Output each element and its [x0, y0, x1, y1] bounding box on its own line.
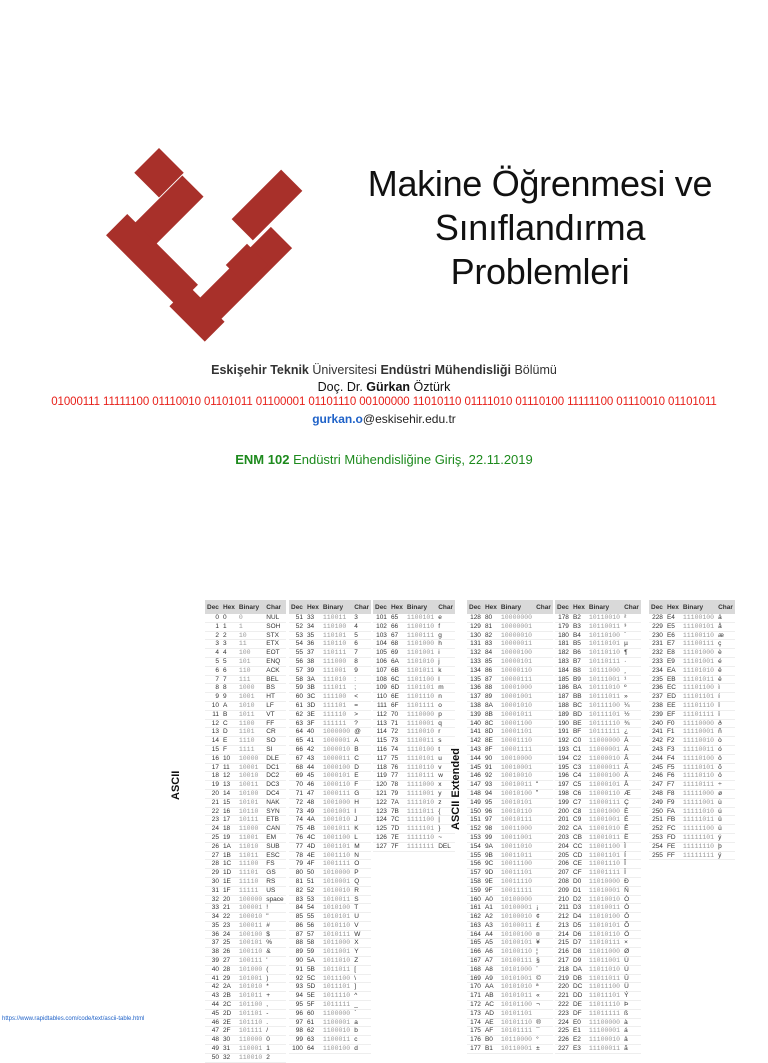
table-row: 165 A5 10100101 ¥ [467, 939, 553, 948]
table-row: 161 A1 10100001 ¡ [467, 904, 553, 913]
table-row: 128 80 10000000  [467, 614, 553, 622]
table-row: 133 85 10000101 [467, 657, 553, 666]
table-row: 196 C4 11000100 Ä [555, 772, 641, 781]
table-row: 89 59 1011001 Y [289, 948, 371, 957]
table-row: 54 36 110110 6 [289, 640, 371, 649]
table-row: 155 9B 10011011  [467, 851, 553, 860]
ascii-extended-label: ASCII Extended [450, 748, 462, 830]
table-row: 122 7A 1111010 z [373, 798, 455, 807]
table-row: 141 8D 10001101  [467, 728, 553, 737]
table-row: 42 2A 101010 * [205, 983, 286, 992]
professor-prefix: Doç. Dr. [317, 380, 367, 394]
table-row: 0 0 0 NUL [205, 614, 286, 622]
table-row: 204 CC 11001100 Ì [555, 842, 641, 851]
title-line-2: Sınıflandırma [434, 207, 646, 248]
table-row: 229 E5 11100101 å [649, 622, 735, 631]
table-row: 5 5 101 ENQ [205, 657, 286, 666]
table-row: 150 96 10010110  [467, 807, 553, 816]
table-row: 251 FB 11111011 û [649, 816, 735, 825]
table-row: 134 86 10000110  [467, 666, 553, 675]
table-row: 63 3F 111111 ? [289, 719, 371, 728]
email-user: gurkan.o [312, 412, 363, 426]
table-row: 65 41 1000001 A [289, 737, 371, 746]
table-row: 105 69 1101001 i [373, 649, 455, 658]
table-row: 185 B9 10111001 ¹ [555, 675, 641, 684]
table-row: 215 D7 11010111 × [555, 939, 641, 948]
table-row: 152 98 10011000  [467, 825, 553, 834]
table-row: 101 65 1100101 e [373, 614, 455, 622]
table-row: 32 20 100000 space [205, 895, 286, 904]
table-row: 212 D4 11010100 Ô [555, 913, 641, 922]
table-row: 84 54 1010100 T [289, 904, 371, 913]
table-row: 247 F7 11110111 ÷ [649, 781, 735, 790]
table-row: 146 92 10010010  [467, 772, 553, 781]
table-row: 41 29 101001 ) [205, 974, 286, 983]
table-row: 234 EA 11101010 ê [649, 666, 735, 675]
table-row: 210 D2 11010010 Ò [555, 895, 641, 904]
table-row: 30 1E 11110 RS [205, 877, 286, 886]
table-row: 170 AA 10101010 ª [467, 983, 553, 992]
table-row: 39 27 100111 ' [205, 957, 286, 966]
table-row: 206 CE 11001110 Î [555, 860, 641, 869]
table-row: 175 AF 10101111 ¯ [467, 1027, 553, 1036]
table-row: 99 63 1100011 c [289, 1036, 371, 1045]
table-row: 46 2E 101110 . [205, 1018, 286, 1027]
ascii-table: Dec Hex Binary Char 178 B2 10110010 ² 179 B3 10110011 ³ 180 B4 10110100 ´ 181 B5 10110101 µ 182 B6 10110110 ¶ 183 B7 10110111 · 184 B8 10111000 ¸ 185 B9 10111001 ¹ 186 BA 10111010 º 187 BB 10111011 » 188 BC 10111100 ¼ 189 BD 10111101 ½ 190 BE 10111110 ¾ 191 BF 10111111 ¿ 192 C0 11000000 À 193 C1 11000001 Á 194 C2 11000010 Â 195 C3 11000011 Ã 196 C4 11000100 Ä 197 C5 11000101 Å 198 C6 11000110 Æ 199 C7 11000111 Ç 200 C8 11001000 È 201 C9 11001001 É 202 CA 11001010 Ê 203 CB 11001011 Ë 204 CC 11001100 Ì 205 CD 11001101 Í 206 CE 11001110 Î 207 CF 11001111 Ï 208 D0 11010000 Ð 209 D1 11010001 Ñ 210 D2 11010010 Ò 211 D3 11010011 Ó 212 D4 11010100 Ô 213 D5 11010101 Õ 214 D6 11010110 Ö 215 D7 11010111 × 216 D8 11011000 Ø 217 D9 11011001 Ù 218 DA 11011010 Ú 219 DB 11011011 Û 220 DC 11011100 Ü 221 DD 11011101 Ý 222 DE 11011110 Þ 223 DF 11011111 ß 224 E0 11100000 à 225 E1 11100001 á 226 E2 11100010 â 227 E3 11100011 ã [555, 600, 641, 1054]
table-row: 124 7C 1111100 | [373, 816, 455, 825]
table-row: 202 CA 11001010 Ê [555, 825, 641, 834]
table-row: 176 B0 10110000 ° [467, 1036, 553, 1045]
table-row: 200 C8 11001000 È [555, 807, 641, 816]
table-row: 132 84 10000100  [467, 649, 553, 658]
table-row: 40 28 101000 ( [205, 965, 286, 974]
table-row: 102 66 1100110 f [373, 622, 455, 631]
table-row: 110 6E 1101110 n [373, 693, 455, 702]
table-row: 66 42 1000010 B [289, 745, 371, 754]
table-row: 168 A8 10101000 ¨ [467, 965, 553, 974]
affiliation-city: Eskişehir Teknik [211, 363, 309, 377]
table-row: 123 7B 1111011 { [373, 807, 455, 816]
table-row: 149 95 10010101  [467, 798, 553, 807]
presentation-title [340, 162, 740, 294]
table-row: 135 87 10000111  [467, 675, 553, 684]
table-row: 112 70 1110000 p [373, 710, 455, 719]
table-row: 94 5E 1011110 ^ [289, 992, 371, 1001]
table-row: 207 CF 11001111 Ï [555, 869, 641, 878]
table-row: 64 40 1000000 @ [289, 728, 371, 737]
university-logo [82, 150, 312, 330]
table-row: 50 32 110010 2 [205, 1053, 286, 1062]
table-row: 57 39 111001 9 [289, 666, 371, 675]
table-row: 22 16 10110 SYN [205, 807, 286, 816]
table-row: 53 35 110101 5 [289, 631, 371, 640]
table-row: 87 57 1010111 W [289, 930, 371, 939]
table-row: 92 5C 1011100 \ [289, 974, 371, 983]
table-row: 98 62 1100010 b [289, 1027, 371, 1036]
table-row: 213 D5 11010101 Õ [555, 921, 641, 930]
table-row: 179 B3 10110011 ³ [555, 622, 641, 631]
table-row: 201 C9 11001001 É [555, 816, 641, 825]
table-row: 227 E3 11100011 ã [555, 1045, 641, 1054]
table-row: 166 A6 10100110 ¦ [467, 948, 553, 957]
table-row: 13 D 1101 CR [205, 728, 286, 737]
table-row: 15 F 1111 SI [205, 745, 286, 754]
table-row: 26 1A 11010 SUB [205, 842, 286, 851]
title-line-1: Makine Öğrenmesi ve [367, 163, 713, 204]
table-row: 16 10 10000 DLE [205, 754, 286, 763]
table-row: 214 D6 11010110 Ö [555, 930, 641, 939]
table-row: 223 DF 11011111 ß [555, 1009, 641, 1018]
table-row: 243 F3 11110011 ó [649, 745, 735, 754]
table-row: 239 EF 11101111 ï [649, 710, 735, 719]
table-row: 24 18 11000 CAN [205, 825, 286, 834]
table-row: 254 FE 11111110 þ [649, 842, 735, 851]
table-row: 45 2D 101101 - [205, 1009, 286, 1018]
source-url[interactable]: https://www.rapidtables.com/code/text/ascii-table.html [2, 1016, 145, 1022]
table-row: 232 E8 11101000 è [649, 649, 735, 658]
table-row: 117 75 1110101 u [373, 754, 455, 763]
table-row: 241 F1 11110001 ñ [649, 728, 735, 737]
affiliation [0, 363, 768, 377]
table-row: 186 BA 10111010 º [555, 684, 641, 693]
table-row: 62 3E 111110 > [289, 710, 371, 719]
table-row: 81 51 1010001 Q [289, 877, 371, 886]
table-row: 218 DA 11011010 Ú [555, 965, 641, 974]
table-row: 245 F5 11110101 õ [649, 763, 735, 772]
table-row: 56 38 111000 8 [289, 657, 371, 666]
table-row: 103 67 1100111 g [373, 631, 455, 640]
table-row: 25 19 11001 EM [205, 833, 286, 842]
table-row: 180 B4 10110100 ´ [555, 631, 641, 640]
professor-name [0, 380, 768, 394]
table-row: 173 AD 10101101 [467, 1009, 553, 1018]
table-row: 226 E2 11100010 â [555, 1036, 641, 1045]
table-row: 113 71 1110001 q [373, 719, 455, 728]
table-row: 156 9C 10011100  [467, 860, 553, 869]
table-row: 76 4C 1001100 L [289, 833, 371, 842]
table-row: 164 A4 10100100 ¤ [467, 930, 553, 939]
table-row: 14 E 1110 SO [205, 737, 286, 746]
table-row: 167 A7 10100111 § [467, 957, 553, 966]
table-row: 100 64 1100100 d [289, 1045, 371, 1054]
table-row: 73 49 1001001 I [289, 807, 371, 816]
table-row: 115 73 1110011 s [373, 737, 455, 746]
table-row: 107 6B 1101011 k [373, 666, 455, 675]
table-row: 219 DB 11011011 Û [555, 974, 641, 983]
table-row: 191 BF 10111111 ¿ [555, 728, 641, 737]
ascii-table: Dec Hex Binary Char 51 33 110011 3 52 34 110100 4 53 35 110101 5 54 36 110110 6 55 37 110111 7 56 38 111000 8 57 39 111001 9 58 3A 111010 : 59 3B 111011 ; 60 3C 111100 < 61 3D 111101 = 62 3E 111110 > 63 3F 111111 ? 64 40 1000000 @ 65 41 1000001 A 66 42 1000010 B 67 43 1000011 C 68 44 1000100 D 69 45 1000101 E 70 46 1000110 F 71 47 1000111 G 72 48 1001000 H 73 49 1001001 I 74 4A 1001010 J 75 4B 1001011 K 76 4C 1001100 L 77 4D 1001101 M 78 4E 1001110 N 79 4F 1001111 O 80 50 1010000 P 81 51 1010001 Q 82 52 1010010 R 83 53 1010011 S 84 54 1010100 T 85 55 1010101 U 86 56 1010110 V 87 57 1010111 W 88 58 1011000 X 89 59 1011001 Y 90 5A 1011010 Z 91 5B 1011011 [ 92 5C 1011100 \ 93 5D 1011101 ] 94 5E 1011110 ^ 95 5F 1011111 _ 96 60 1100000 ` 97 61 1100001 a 98 62 1100010 b 99 63 1100011 c 100 64 1100100 d [289, 600, 371, 1054]
ascii-table: Dec Hex Binary Char 128 80 10000000  129 81 10000001  130 82 10000010  131 83 10000011  132 84 10000100  133 85 10000101 134 86 10000110  135 87 10000111  136 88 10001000  137 89 10001001  138 8A 10001010  139 8B 10001011  140 8C 10001100  141 8D 10001101  142 8E 10001110  143 8F 10001111  144 90 10010000  145 91 10010001  146 92 10010010  147 93 10010011  148 94 10010100  149 95 10010101  150 96 10010110  151 97 10010111  152 98 10011000  153 99 10011001  154 9A 10011010  155 9B 10011011  156 9C 10011100  157 9D 10011101  158 9E 10011110  159 9F 10011111  160 A0 10100000 161 A1 10100001 ¡ 162 A2 10100010 ¢ 163 A3 10100011 £ 164 A4 10100100 ¤ 165 A5 10100101 ¥ 166 A6 10100110 ¦ 167 A7 10100111 § 168 A8 10101000 ¨ 169 A9 10101001 © 170 AA 10101010 ª 171 AB 10101011 « 172 AC 10101100 ¬ 173 AD 10101101 174 AE 10101110 ® 175 AF 10101111 ¯ 176 B0 10110000 ° 177 B1 10110001 ± [467, 600, 553, 1054]
table-row: 205 CD 11001101 Í [555, 851, 641, 860]
table-row: 236 EC 11101100 ì [649, 684, 735, 693]
table-row: 249 F9 11111001 ù [649, 798, 735, 807]
table-row: 68 44 1000100 D [289, 763, 371, 772]
ascii-label: ASCII [170, 770, 182, 800]
table-row: 86 56 1010110 V [289, 921, 371, 930]
table-row: 116 74 1110100 t [373, 745, 455, 754]
table-row: 104 68 1101000 h [373, 640, 455, 649]
table-row: 225 E1 11100001 á [555, 1027, 641, 1036]
table-row: 198 C6 11000110 Æ [555, 789, 641, 798]
ascii-table: Dec Hex Binary Char 101 65 1100101 e 102 66 1100110 f 103 67 1100111 g 104 68 1101000 h 105 69 1101001 i 106 6A 1101010 j 107 6B 1101011 k 108 6C 1101100 l 109 6D 1101101 m 110 6E 1101110 n 111 6F 1101111 o 112 70 1110000 p 113 71 1110001 q 114 72 1110010 r 115 73 1110011 s 116 74 1110100 t 117 75 1110101 u 118 76 1110110 v 119 77 1110111 w 120 78 1111000 x 121 79 1111001 y 122 7A 1111010 z 123 7B 1111011 { 124 7C 1111100 | 125 7D 1111101 } 126 7E 1111110 ~ 127 7F 1111111 DEL [373, 600, 455, 852]
table-row: 246 F6 11110110 ö [649, 772, 735, 781]
affiliation-univ: Üniversitesi [308, 363, 381, 377]
table-row: 125 7D 1111101 } [373, 825, 455, 834]
table-row: 7 7 111 BEL [205, 675, 286, 684]
table-row: 37 25 100101 % [205, 939, 286, 948]
affiliation-dept: Endüstri Mühendisliği [380, 363, 511, 377]
table-row: 80 50 1010000 P [289, 869, 371, 878]
table-row: 78 4E 1001110 N [289, 851, 371, 860]
table-row: 188 BC 10111100 ¼ [555, 701, 641, 710]
table-row: 178 B2 10110010 ² [555, 614, 641, 622]
table-row: 93 5D 1011101 ] [289, 983, 371, 992]
table-row: 19 13 10011 DC3 [205, 781, 286, 790]
table-row: 208 D0 11010000 Ð [555, 877, 641, 886]
table-row: 154 9A 10011010  [467, 842, 553, 851]
table-row: 153 99 10011001  [467, 833, 553, 842]
table-row: 36 24 100100 $ [205, 930, 286, 939]
table-row: 242 F2 11110010 ò [649, 737, 735, 746]
table-row: 142 8E 10001110  [467, 737, 553, 746]
title-line-3: Problemleri [450, 251, 630, 292]
table-row: 31 1F 11111 US [205, 886, 286, 895]
table-row: 189 BD 10111101 ½ [555, 710, 641, 719]
table-row: 182 B6 10110110 ¶ [555, 649, 641, 658]
table-row: 130 82 10000010  [467, 631, 553, 640]
table-row: 82 52 1010010 R [289, 886, 371, 895]
table-row: 193 C1 11000001 Á [555, 745, 641, 754]
table-row: 126 7E 1111110 ~ [373, 833, 455, 842]
table-row: 77 4D 1001101 M [289, 842, 371, 851]
table-row: 127 7F 1111111 DEL [373, 842, 455, 851]
table-row: 58 3A 111010 : [289, 675, 371, 684]
table-row: 224 E0 11100000 à [555, 1018, 641, 1027]
table-row: 216 D8 11011000 Ø [555, 948, 641, 957]
table-row: 28 1C 11100 FS [205, 860, 286, 869]
table-row: 190 BE 10111110 ¾ [555, 719, 641, 728]
table-row: 162 A2 10100010 ¢ [467, 913, 553, 922]
professor-last: Öztürk [410, 380, 451, 394]
table-row: 70 46 1000110 F [289, 781, 371, 790]
table-row: 195 C3 11000011 Ã [555, 763, 641, 772]
table-row: 235 EB 11101011 ë [649, 675, 735, 684]
table-row: 160 A0 10100000 [467, 895, 553, 904]
table-row: 238 EE 11101110 î [649, 701, 735, 710]
table-row: 252 FC 11111100 ü [649, 825, 735, 834]
table-row: 9 9 1001 HT [205, 693, 286, 702]
table-row: 230 E6 11100110 æ [649, 631, 735, 640]
table-row: 250 FA 11111010 ú [649, 807, 735, 816]
table-row: 157 9D 10011101  [467, 869, 553, 878]
table-row: 248 F8 11111000 ø [649, 789, 735, 798]
table-row: 118 76 1110110 v [373, 763, 455, 772]
table-row: 192 C0 11000000 À [555, 737, 641, 746]
table-row: 72 48 1001000 H [289, 798, 371, 807]
table-row: 106 6A 1101010 j [373, 657, 455, 666]
email-address[interactable] [0, 412, 768, 426]
table-row: 120 78 1111000 x [373, 781, 455, 790]
table-row: 145 91 10010001  [467, 763, 553, 772]
table-row: 181 B5 10110101 µ [555, 640, 641, 649]
table-row: 34 22 100010 " [205, 913, 286, 922]
table-row: 43 2B 101011 + [205, 992, 286, 1001]
table-row: 244 F4 11110100 ô [649, 754, 735, 763]
table-row: 6 6 110 ACK [205, 666, 286, 675]
table-row: 217 D9 11011001 Ù [555, 957, 641, 966]
table-row: 172 AC 10101100 ¬ [467, 1001, 553, 1010]
table-row: 33 21 100001 ! [205, 904, 286, 913]
table-row: 47 2F 101111 / [205, 1027, 286, 1036]
table-row: 79 4F 1001111 O [289, 860, 371, 869]
course-name: Endüstri Mühendisliğine Giriş, 22.11.2019 [289, 452, 533, 467]
table-row: 121 79 1111001 y [373, 789, 455, 798]
table-row: 67 43 1000011 C [289, 754, 371, 763]
table-row: 29 1D 11101 GS [205, 869, 286, 878]
professor-first: Gürkan [366, 380, 411, 394]
table-row: 163 A3 10100011 £ [467, 921, 553, 930]
table-row: 17 11 10001 DC1 [205, 763, 286, 772]
email-domain: @eskisehir.edu.tr [362, 412, 456, 426]
table-row: 171 AB 10101011 « [467, 992, 553, 1001]
table-row: 222 DE 11011110 Þ [555, 1001, 641, 1010]
table-row: 38 26 100110 & [205, 948, 286, 957]
table-row: 136 88 10001000  [467, 684, 553, 693]
table-row: 211 D3 11010011 Ó [555, 904, 641, 913]
table-row: 183 B7 10110111 · [555, 657, 641, 666]
table-row: 220 DC 11011100 Ü [555, 983, 641, 992]
table-row: 169 A9 10101001 © [467, 974, 553, 983]
table-row: 52 34 110100 4 [289, 622, 371, 631]
table-row: 69 45 1000101 E [289, 772, 371, 781]
table-row: 88 58 1011000 X [289, 939, 371, 948]
table-row: 4 4 100 EOT [205, 649, 286, 658]
table-row: 255 FF 11111111 ÿ [649, 851, 735, 860]
table-row: 44 2C 101100 , [205, 1001, 286, 1010]
table-row: 147 93 10010011  [467, 781, 553, 790]
table-row: 12 C 1100 FF [205, 719, 286, 728]
table-row: 71 47 1000111 G [289, 789, 371, 798]
table-row: 61 3D 111101 = [289, 701, 371, 710]
table-row: 48 30 110000 0 [205, 1036, 286, 1045]
table-row: 3 3 11 ETX [205, 640, 286, 649]
ascii-table: Dec Hex Binary Char 228 E4 11100100 ä 229 E5 11100101 å 230 E6 11100110 æ 231 E7 11100111 ç 232 E8 11101000 è 233 E9 11101001 é 234 EA 11101010 ê 235 EB 11101011 ë 236 EC 11101100 ì 237 ED 11101101 í 238 EE 11101110 î 239 EF 11101111 ï 240 F0 11110000 ð 241 F1 11110001 ñ 242 F2 11110010 ò 243 F3 11110011 ó 244 F4 11110100 ô 245 F5 11110101 õ 246 F6 11110110 ö 247 F7 11110111 ÷ 248 F8 11111000 ø 249 F9 11111001 ù 250 FA 11111010 ú 251 FB 11111011 û 252 FC 11111100 ü 253 FD 11111101 ý 254 FE 11111110 þ 255 FF 11111111 ÿ [649, 600, 735, 860]
table-row: 177 B1 10110001 ± [467, 1045, 553, 1054]
table-row: 55 37 110111 7 [289, 649, 371, 658]
table-row: 151 97 10010111  [467, 816, 553, 825]
table-row: 129 81 10000001  [467, 622, 553, 631]
table-row: 51 33 110011 3 [289, 614, 371, 622]
table-row: 240 F0 11110000 ð [649, 719, 735, 728]
ascii-table: Dec Hex Binary Char 0 0 0 NUL 1 1 1 SOH 2 2 10 STX 3 3 11 ETX 4 4 100 EOT 5 5 101 ENQ 6 6 110 ACK 7 7 111 BEL 8 8 1000 BS 9 9 1001 HT 10 A 1010 LF 11 B 1011 VT 12 C 1100 FF 13 D 1101 CR 14 E 1110 SO 15 F 1111 SI 16 10 10000 DLE 17 11 10001 DC1 18 12 10010 DC2 19 13 10011 DC3 20 14 10100 DC4 21 15 10101 NAK 22 16 10110 SYN 23 17 10111 ETB 24 18 11000 CAN 25 19 11001 EM 26 1A 11010 SUB 27 1B 11011 ESC 28 1C 11100 FS 29 1D 11101 GS 30 1E 11110 RS 31 1F 11111 US 32 20 100000 space 33 21 100001 ! 34 22 100010 " 35 23 100011 # 36 24 100100 $ 37 25 100101 % 38 26 100110 & 39 27 100111 ' 40 28 101000 ( 41 29 101001 ) 42 2A 101010 * 43 2B 101011 + 44 2C 101100 , 45 2D 101101 - 46 2E 101110 . 47 2F 101111 / 48 30 110000 0 49 31 110001 1 50 32 110010 2 [205, 600, 286, 1063]
table-row: 184 B8 10111000 ¸ [555, 666, 641, 675]
table-row: 108 6C 1101100 l [373, 675, 455, 684]
table-row: 74 4A 1001010 J [289, 816, 371, 825]
table-row: 197 C5 11000101 Å [555, 781, 641, 790]
table-row: 148 94 10010100  [467, 789, 553, 798]
table-row: 18 12 10010 DC2 [205, 772, 286, 781]
table-row: 10 A 1010 LF [205, 701, 286, 710]
table-row: 11 B 1011 VT [205, 710, 286, 719]
table-row: 231 E7 11100111 ç [649, 640, 735, 649]
table-row: 8 8 1000 BS [205, 684, 286, 693]
table-row: 111 6F 1101111 o [373, 701, 455, 710]
table-row: 97 61 1100001 a [289, 1018, 371, 1027]
binary-name-line: 01000111 11111100 01110010 01101011 01100001 01101110 00100000 11010110 01111010 01110100 11111100 01110010 01101011 [51, 396, 717, 408]
table-row: 59 3B 111011 ; [289, 684, 371, 693]
course-info [0, 452, 768, 467]
table-row: 119 77 1110111 w [373, 772, 455, 781]
table-row: 143 8F 10001111  [467, 745, 553, 754]
table-row: 187 BB 10111011 » [555, 693, 641, 702]
table-row: 144 90 10010000  [467, 754, 553, 763]
table-row: 90 5A 1011010 Z [289, 957, 371, 966]
table-row: 114 72 1110010 r [373, 728, 455, 737]
table-row: 91 5B 1011011 [ [289, 965, 371, 974]
table-row: 158 9E 10011110  [467, 877, 553, 886]
table-row: 237 ED 11101101 í [649, 693, 735, 702]
table-row: 2 2 10 STX [205, 631, 286, 640]
table-row: 27 1B 11011 ESC [205, 851, 286, 860]
table-row: 75 4B 1001011 K [289, 825, 371, 834]
table-row: 1 1 1 SOH [205, 622, 286, 631]
table-row: 203 CB 11001011 Ë [555, 833, 641, 842]
table-row: 137 89 10001001  [467, 693, 553, 702]
table-row: 60 3C 111100 < [289, 693, 371, 702]
table-row: 49 31 110001 1 [205, 1045, 286, 1054]
table-row: 228 E4 11100100 ä [649, 614, 735, 622]
table-row: 131 83 10000011  [467, 640, 553, 649]
table-row: 20 14 10100 DC4 [205, 789, 286, 798]
table-row: 209 D1 11010001 Ñ [555, 886, 641, 895]
table-row: 96 60 1100000 ` [289, 1009, 371, 1018]
table-row: 140 8C 10001100  [467, 719, 553, 728]
ascii-table-figure [205, 600, 765, 1061]
table-row: 95 5F 1011111 _ [289, 1001, 371, 1010]
table-row: 23 17 10111 ETB [205, 816, 286, 825]
table-row: 221 DD 11011101 Ý [555, 992, 641, 1001]
table-row: 174 AE 10101110 ® [467, 1018, 553, 1027]
table-row: 139 8B 10001011  [467, 710, 553, 719]
table-row: 159 9F 10011111  [467, 886, 553, 895]
table-row: 233 E9 11101001 é [649, 657, 735, 666]
table-row: 35 23 100011 # [205, 921, 286, 930]
course-code: ENM 102 [235, 452, 290, 467]
table-row: 138 8A 10001010  [467, 701, 553, 710]
affiliation-tail: Bölümü [511, 363, 557, 377]
table-row: 109 6D 1101101 m [373, 684, 455, 693]
table-row: 253 FD 11111101 ý [649, 833, 735, 842]
table-row: 21 15 10101 NAK [205, 798, 286, 807]
table-row: 199 C7 11000111 Ç [555, 798, 641, 807]
table-row: 194 C2 11000010 Â [555, 754, 641, 763]
table-row: 83 53 1010011 S [289, 895, 371, 904]
table-row: 85 55 1010101 U [289, 913, 371, 922]
